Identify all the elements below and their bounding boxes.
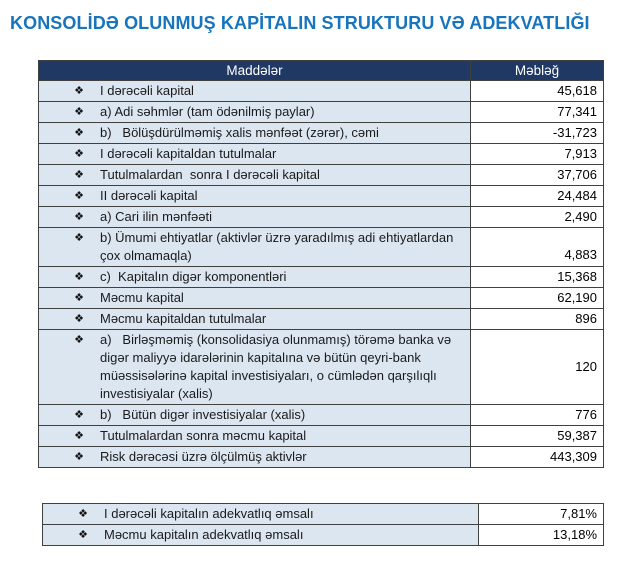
row-label-cell: [39, 447, 471, 468]
row-value: 896: [471, 309, 604, 330]
table-row: [39, 144, 604, 165]
row-label-cell: [39, 405, 471, 426]
diamond-bullet-icon: ❖: [74, 211, 84, 223]
row-label: b) Bütün digər investisiyalar (xalis): [100, 407, 306, 422]
row-label: II dərəcəli kapital: [100, 188, 198, 203]
diamond-bullet-icon: ❖: [74, 334, 84, 346]
row-label-cell: [43, 504, 479, 525]
row-label-cell: [39, 228, 471, 267]
row-label: Məcmu kapitaldan tutulmalar: [100, 311, 267, 326]
column-header-amount: Məbləğ: [471, 61, 604, 81]
row-label: a) Cari ilin mənfəəti: [100, 209, 212, 224]
table-row: [39, 447, 604, 468]
row-value: 776: [471, 405, 604, 426]
row-value: 24,484: [471, 186, 604, 207]
row-label: I dərəcəli kapital: [100, 83, 194, 98]
table-row: [39, 288, 604, 309]
row-label-cell: [39, 81, 471, 102]
row-value: 120: [471, 330, 604, 405]
table-row: [39, 267, 604, 288]
diamond-bullet-icon: ❖: [74, 271, 84, 283]
table-header-row: [39, 61, 604, 81]
diamond-bullet-icon: ❖: [74, 148, 84, 160]
row-label: c) Kapitalın digər komponentləri: [100, 269, 287, 284]
row-value: 4,883: [471, 228, 604, 267]
diamond-bullet-icon: ❖: [74, 430, 84, 442]
row-label: Tutulmalardan sonra I dərəcəli kapital: [100, 167, 320, 182]
row-value: 13,18%: [479, 525, 604, 546]
row-label-cell: [39, 165, 471, 186]
table-row: [39, 228, 604, 267]
table-row: [39, 405, 604, 426]
table-row: [39, 186, 604, 207]
column-header-items: Maddələr: [39, 61, 471, 81]
row-label-cell: [39, 426, 471, 447]
diamond-bullet-icon: ❖: [74, 190, 84, 202]
page-title: KONSOLİDƏ OLUNMUŞ KAPİTALIN STRUKTURU VƏ ADEKVATLIĞI: [10, 13, 590, 33]
diamond-bullet-icon: ❖: [78, 529, 88, 541]
row-value: 45,618: [471, 81, 604, 102]
row-value: 77,341: [471, 102, 604, 123]
row-label: I dərəcəli kapitalın adekvatlıq əmsalı: [104, 506, 314, 521]
diamond-bullet-icon: ❖: [74, 451, 84, 463]
diamond-bullet-icon: ❖: [74, 127, 84, 139]
table-row: [39, 207, 604, 228]
row-label-cell: [39, 288, 471, 309]
report-page: [0, 13, 620, 546]
diamond-bullet-icon: ❖: [74, 85, 84, 97]
row-label: I dərəcəli kapitaldan tutulmalar: [100, 146, 277, 161]
row-value: -31,723: [471, 123, 604, 144]
row-label: a) Birləşməmiş (konsolidasiya olunmamış) törəmə banka və digər maliyyə idarələrinin kapitalına və bütün qeyri-bank müəssisələrinə kapital investisiyaları, o cümlədən qarşılıqlı investisiyalar (xalis): [100, 332, 452, 401]
capital-structure-table: [38, 60, 604, 468]
diamond-bullet-icon: ❖: [74, 106, 84, 118]
table-row: [39, 102, 604, 123]
table-row: [39, 426, 604, 447]
row-label: b) Ümumi ehtiyatlar (aktivlər üzrə yaradılmış adi ehtiyatlardan çox olmamaqla): [100, 230, 454, 263]
diamond-bullet-icon: ❖: [74, 232, 84, 244]
row-value: 15,368: [471, 267, 604, 288]
row-label: Tutulmalardan sonra məcmu kapital: [100, 428, 307, 443]
row-value: 443,309: [471, 447, 604, 468]
row-label-cell: [39, 309, 471, 330]
table-row: [39, 123, 604, 144]
table-row: [39, 309, 604, 330]
table-row: [43, 525, 604, 546]
row-label: a) Adi səhmlər (tam ödənilmiş paylar): [100, 104, 315, 119]
diamond-bullet-icon: ❖: [74, 169, 84, 181]
row-label: Məcmu kapital: [100, 290, 184, 305]
row-label-cell: [39, 267, 471, 288]
row-label-cell: [39, 207, 471, 228]
table-row: [39, 330, 604, 405]
row-value: 62,190: [471, 288, 604, 309]
diamond-bullet-icon: ❖: [74, 409, 84, 421]
adequacy-ratios-table: [42, 503, 604, 546]
diamond-bullet-icon: ❖: [78, 508, 88, 520]
row-value: 2,490: [471, 207, 604, 228]
diamond-bullet-icon: ❖: [74, 313, 84, 325]
row-label-cell: [43, 525, 479, 546]
table-row: [43, 504, 604, 525]
row-value: 59,387: [471, 426, 604, 447]
row-label: b) Bölüşdürülməmiş xalis mənfəət (zərər), cəmi: [100, 125, 379, 140]
row-value: 37,706: [471, 165, 604, 186]
row-value: 7,81%: [479, 504, 604, 525]
table-row: [39, 81, 604, 102]
row-label-cell: [39, 186, 471, 207]
row-label: Risk dərəcəsi üzrə ölçülmüş aktivlər: [100, 449, 307, 464]
row-label-cell: [39, 330, 471, 405]
row-label-cell: [39, 144, 471, 165]
row-label-cell: [39, 102, 471, 123]
row-label-cell: [39, 123, 471, 144]
row-value: 7,913: [471, 144, 604, 165]
row-label: Məcmu kapitalın adekvatlıq əmsalı: [104, 527, 304, 542]
table-row: [39, 165, 604, 186]
diamond-bullet-icon: ❖: [74, 292, 84, 304]
